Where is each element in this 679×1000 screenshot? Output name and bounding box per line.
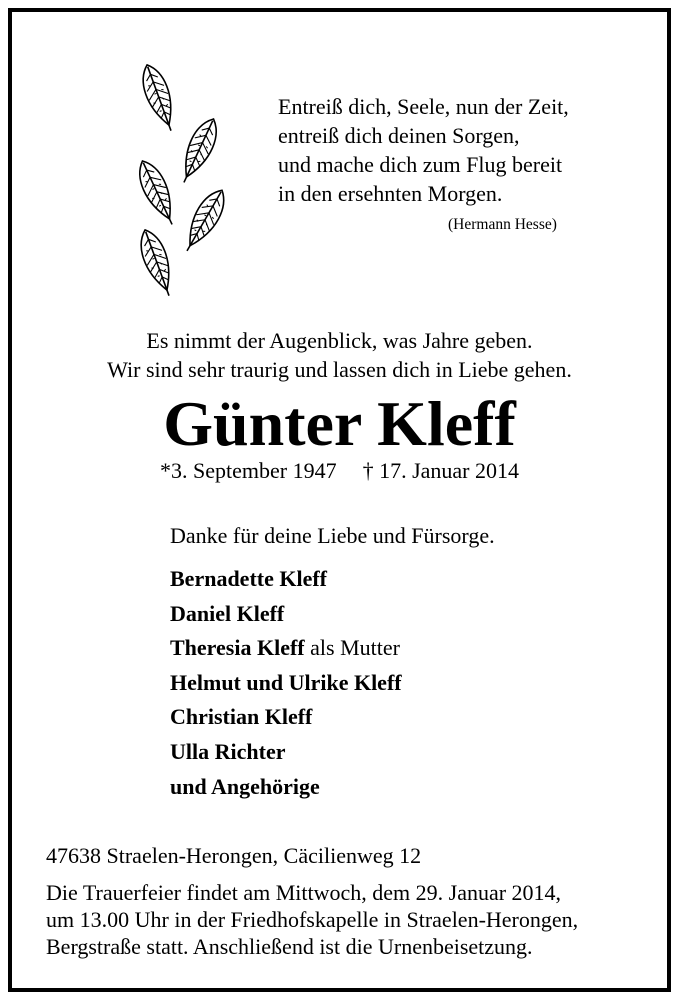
poem-line: und mache dich zum Flug bereit [278, 152, 563, 177]
intro-line: Es nimmt der Augenblick, was Jahre geben. [146, 328, 533, 353]
mourner-name: Daniel Kleff [170, 600, 285, 626]
service-line: Die Trauerfeier findet am Mittwoch, dem 29. Januar 2014, [46, 880, 562, 905]
intro-line: Wir sind sehr traurig und lassen dich in Liebe gehen. [107, 357, 572, 382]
leaf-1-icon [136, 61, 181, 134]
mourner [170, 666, 402, 701]
death-date: † 17. Januar 2014 [362, 458, 519, 483]
mourner [170, 631, 402, 666]
mourner-name: Christian Kleff [170, 704, 313, 730]
leaf-2-icon [174, 114, 224, 187]
mourner-name: Bernadette Kleff [170, 566, 327, 591]
mourner [170, 597, 402, 632]
service-line: Bergstraße statt. Anschließend ist die Urnenbeisetzung. [46, 934, 533, 959]
mourner-name: und Angehörige [170, 773, 320, 799]
thanks-text: Danke für deine Liebe und Fürsorge. [170, 523, 495, 548]
mourner [170, 770, 402, 805]
birth-date: *3. September 1947 [159, 458, 337, 483]
mourner-name: Theresia Kleff [170, 635, 305, 661]
leaf-5-icon [134, 226, 179, 299]
address: 47638 Straelen-Herongen, Cäcilienweg 12 [46, 843, 422, 868]
intro-text [0, 326, 679, 384]
leaves-icon [128, 50, 238, 310]
poem [278, 92, 598, 208]
mourner-name: Ulla Richter [170, 738, 286, 764]
mourner [170, 562, 402, 597]
mourner [170, 700, 402, 735]
leaf-3-icon [132, 156, 182, 229]
deceased-name: Günter Kleff [163, 388, 516, 459]
poem-line: entreiß dich deinen Sorgen, [278, 123, 520, 148]
poem-line: Entreiß dich, Seele, nun der Zeit, [278, 94, 569, 119]
life-dates [0, 458, 679, 484]
mourner [170, 735, 402, 770]
mourners-list [170, 562, 402, 804]
poem-line: in den ersehnten Morgen. [278, 181, 503, 206]
leaf-4-icon [177, 185, 232, 257]
poem-author: (Hermann Hesse) [448, 216, 557, 233]
mourner-name: Helmut und Ulrike Kleff [170, 669, 402, 695]
service-info [46, 879, 578, 960]
mourner-relation: als Mutter [304, 635, 400, 661]
service-line: um 13.00 Uhr in der Friedhofskapelle in Straelen-Herongen, [46, 907, 579, 932]
